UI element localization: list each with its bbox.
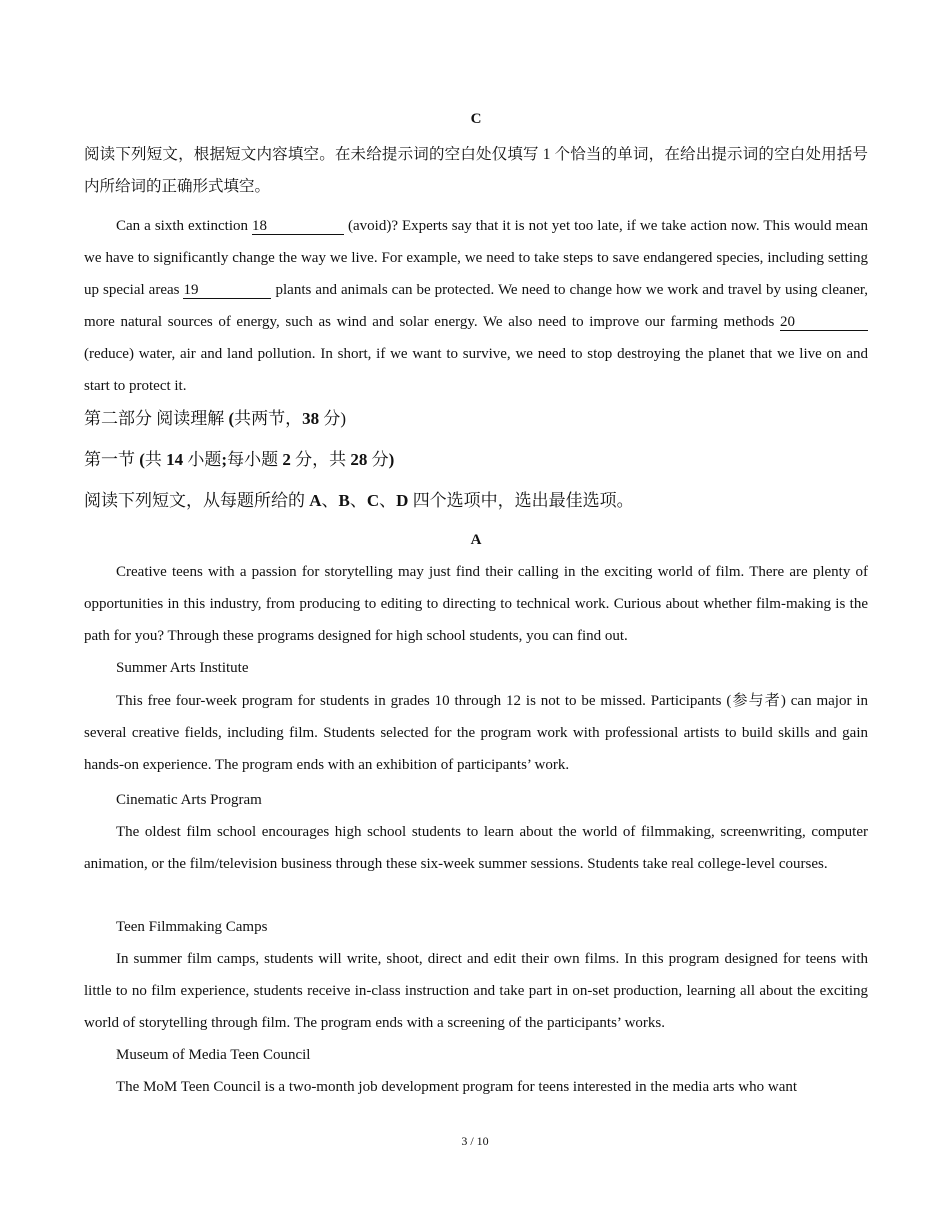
program-body-2: The oldest film school encourages high school students to learn about the world of filmmaking, screenwriting, computer animation, or the film/television business through these six-week summer sessions. Students take real college-level courses. [84,824,868,872]
program-title-4: Museum of Media Teen Council [116,1047,311,1063]
option-c: C [366,491,380,510]
program-body-4: The MoM Teen Council is a two-month job development program for teens interested in the media arts who want [116,1079,798,1095]
instr-text-1: 阅读下列短文，从每题所给的 [84,491,310,510]
section-c-passage [84,210,868,402]
program-title-3: Teen Filmmaking Camps [116,919,268,935]
section1-paren-open: ( [139,450,145,469]
section1-semicolon: ; [221,450,228,469]
program-body-1: This free four-week program for students in grades 10 through 12 is not to be missed. Participants (参与者) can major in several creative fields, including film. Students selected for the program work with professional artists to build skills and gain hands-on experience. The program ends with an exhibition of participants’ work. [84,693,868,773]
section1-text-5: 分 [367,450,389,469]
section1-count: 14 [166,450,184,469]
part2-paren-open: ( [228,409,235,428]
reading-instruction [84,489,868,513]
instr-text-2: 四个选项中，选出最佳选项。 [408,491,634,510]
blank-20[interactable]: 20 [780,314,868,331]
passage-text-4: (reduce) water, air and land pollution. In short, if we want to survive, we need to stop destroying the planet that we live on and start to protect it. [84,346,868,394]
blank-18[interactable]: 18 [252,218,344,235]
option-b: B [338,491,350,510]
option-d: D [396,491,409,510]
section1-text-4: 分，共 [290,450,351,469]
blank-19[interactable]: 19 [183,282,271,299]
section1-text-1: 共 [144,450,167,469]
part2-text: 共两节， [234,409,303,428]
passage-text-2: (avoid)? Experts say that it is not yet too late, if we take action now. This would mean we have to significantly change the way we live. For example, we need to take steps to save endangered species, including setting up special areas [84,218,868,298]
section1-title: 第一节 [84,450,140,469]
program-body-3: In summer film camps, students will write, shoot, direct and edit their own films. In this program designed for teens with little to no film experience, students receive in-class instruction and take part in on-set production, learning all about the exciting world of storytelling through film. The program ends with a screening of the participants’ works. [84,951,868,1031]
passage-text-3: plants and animals can be protected. We need to change how we work and travel by using cleaner, more natural sources of energy, such as wind and solar energy. We also need to improve our farming methods [84,282,869,330]
part2-points: 38 [302,409,320,428]
passage-a-intro: Creative teens with a passion for storytelling may just find their calling in the exciting world of film. There are plenty of opportunities in this industry, from producing to editing to directing to technical work. Curious about whether film-making is the path for you? Through these programs designed for high school students, you can find out. [84,564,868,644]
part2-title: 第二部分 阅读理解 [84,409,229,428]
option-a: A [309,491,322,510]
passage-a-label: A [470,532,482,548]
passage-text-1: Can a sixth extinction [116,218,252,234]
instr-sep-2: 、 [349,491,367,510]
section1-paren-close: ) [388,450,395,469]
instr-sep-3: 、 [379,491,397,510]
section1-heading [84,448,868,472]
section-c-label: C [470,111,482,127]
page-number: 3 / 10 [461,1134,489,1148]
part2-heading [84,407,868,431]
program-title-1: Summer Arts Institute [116,660,249,676]
part2-suffix: 分) [319,409,347,428]
section1-text-3: 每小题 [227,450,283,469]
instr-sep-1: 、 [321,491,339,510]
section1-total: 28 [350,450,368,469]
section1-text-2: 小题 [183,450,222,469]
section1-each: 2 [282,450,291,469]
section-c-instruction: 阅读下列短文，根据短文内容填空。在未给提示词的空白处仅填写 1 个恰当的单词，在给出提示词的空白处用括号内所给词的正确形式填空。 [84,146,868,195]
program-title-2: Cinematic Arts Program [116,792,262,808]
